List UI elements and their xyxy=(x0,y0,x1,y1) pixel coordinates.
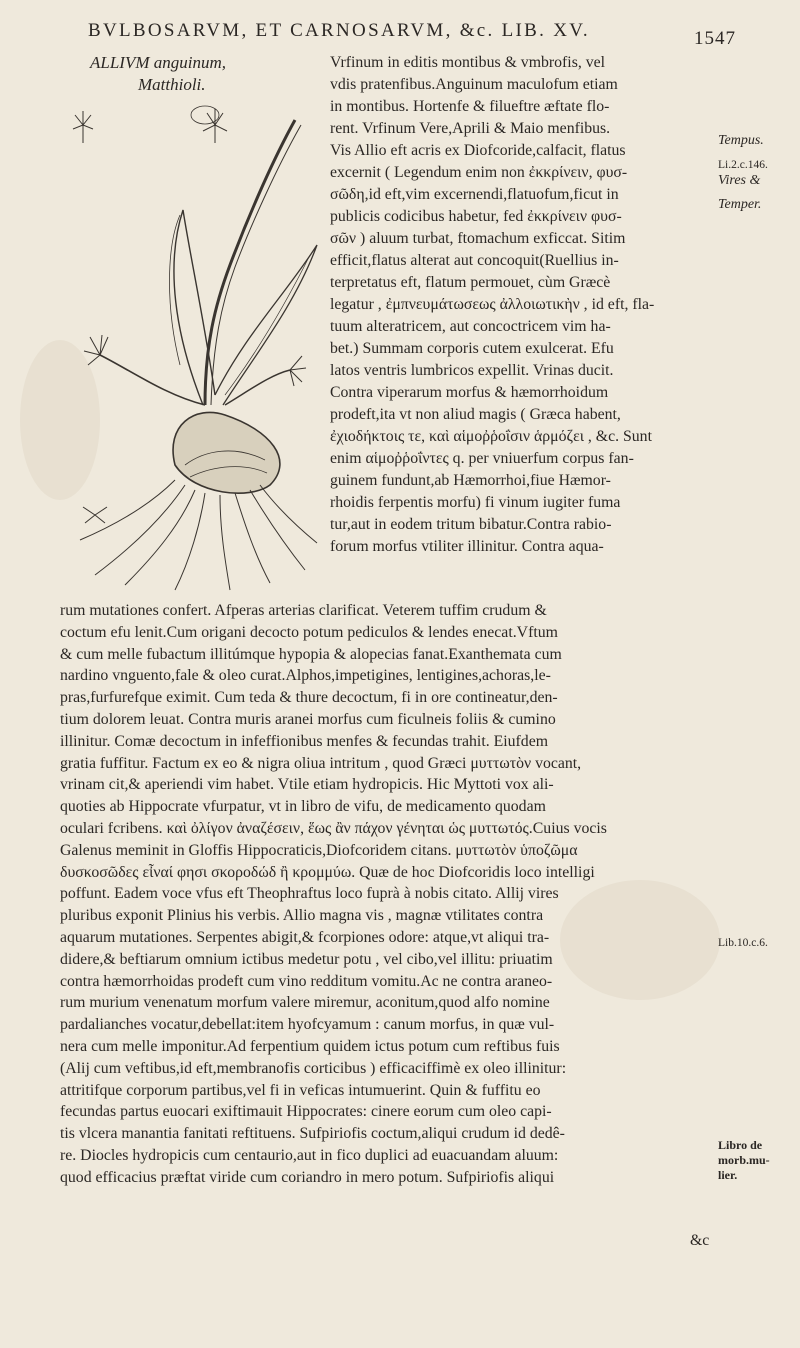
text-line: illinitur. Comæ decoctum in infeffionibus menfes & fecundas trahit. Eiufdem xyxy=(60,732,548,750)
caption-line: ALLIVM anguinum, xyxy=(90,53,226,72)
margin-note: Li.2.c.146. xyxy=(718,159,768,171)
text-line: re. Diocles hydropicis cum centaurio,aut in fico duplici ad euacuandam aluum: xyxy=(60,1146,559,1164)
text-line: vrinam cit,& aperiendi vim habet. Vtile etiam hydropicis. Hic Myttoti vox ali- xyxy=(60,776,554,794)
text-line: attritifque corporum partibus,vel fi in veficas intumuerint. Quin & fuffitu eo xyxy=(60,1081,541,1099)
text-line: efficit,flatus alterat aut concoquit(Ruellius in- xyxy=(330,252,619,269)
text-line: didere,& beftiarum omnium ictibus medetur potu , vel cibo,vel illitu: priuatim xyxy=(60,950,553,968)
text-line: quod efficacius præftat viride cum coriandro in mero potum. Sufpiriofis aliqui xyxy=(60,1168,555,1186)
text-line: tur,aut in eodem tritum bibatur.Contra rabio- xyxy=(330,516,612,533)
text-line: legatur , ἐμπνευμάτωσεως ἀλλοιωτικὴν , id eft, fla- xyxy=(330,296,655,313)
text-line: σῶν ) aluum turbat, ftomachum exficcat. Sitim xyxy=(330,230,626,247)
text-line: terpretatus eft, flatum permouet, cùm Græcè xyxy=(330,274,611,291)
text-line: rum mutationes confert. Afperas arterias clarificat. Veterem tuffim crudum & xyxy=(60,602,547,619)
margin-note: Lib.10.c.6. xyxy=(718,937,768,949)
margin-note: Temper. xyxy=(718,197,762,212)
margin-note: Vires & xyxy=(718,173,761,188)
text-line: vdis pratenfibus.Anguinum maculofum etiam xyxy=(330,76,618,93)
running-head: BVLBOSARVM, ET CARNOSARVM, &c. LIB. XV. xyxy=(88,20,590,41)
text-line: pardalianches vocatur,debellat:item hyofcyamum : canum morfus, in quæ vul- xyxy=(60,1016,555,1034)
margin-note: Tempus. xyxy=(718,133,764,148)
figure-caption xyxy=(90,52,330,96)
text-line: poffunt. Eadem voce vfus eft Theophraftus loco fuprà à nobis citato. Allij vires xyxy=(60,885,559,903)
text-line: publicis codicibus habetur, fed ἐκκρίνειν φυσ- xyxy=(330,208,622,225)
text-body-full-width xyxy=(60,600,715,1189)
text-line: tis vlcera manantia fanitati reftituens. Sufpiriofis coctum,aliqui crudum id dedê- xyxy=(60,1125,565,1143)
text-line: in montibus. Hortenfe & filueftre æftate flo- xyxy=(330,98,610,115)
text-line: latos ventris lumbricos expellit. Vrinas ducit. xyxy=(330,362,614,379)
caption-line: Matthioli. xyxy=(138,75,206,94)
page-number: 1547 xyxy=(694,28,736,49)
text-line: aquarum mutationes. Serpentes abigit,& fcorpiones odore: atque,vt aliqui tra- xyxy=(60,928,550,946)
text-line: prodeft,ita vt non aliud magis ( Græca habent, xyxy=(330,406,621,423)
text-line: Vis Allio eft acris ex Diofcoride,calfacit, flatus xyxy=(330,142,626,159)
text-line: quoties ab Hippocrate vfurpatur, vt in libro de vifu, de medicamento quodam xyxy=(60,798,546,816)
text-line: σῶδη,id eft,vim excernendi,flatuofum,ficut in xyxy=(330,186,619,203)
text-line: oculari fcribens. καὶ ὀλίγον ἀναζέσειν, ἕως ἂν πάχον γένηται ὡς μυττωτός.Cuius vocis xyxy=(60,819,607,837)
text-line: Vrfinum in editis montibus & vmbrofis, vel xyxy=(330,54,606,71)
allium-plant-engraving xyxy=(55,105,335,595)
text-line: nardino vnguento,fale & oleo curat.Alphos,impetigines, lentigines,achoras,le- xyxy=(60,667,551,685)
text-line: tium dolorem leuat. Contra muris aranei morfus cum ficulneis foliis & cumino xyxy=(60,710,556,728)
margin-note: lier. xyxy=(718,1168,738,1182)
margin-note: Libro de xyxy=(718,1138,763,1152)
text-line: forum morfus vtiliter illinitur. Contra aqua- xyxy=(330,538,604,555)
text-line: contra hæmorrhoidas prodeft cum vino redditum vomitu.Ac ne contra araneo- xyxy=(60,972,553,990)
text-line: coctum efu lenit.Cum origani decocto potum pediculos & lendes enecat.Vftum xyxy=(60,623,558,641)
catchword: &c xyxy=(690,1232,710,1249)
text-line: bet.) Summam corporis cutem exulcerat. Efu xyxy=(330,340,614,357)
text-line: Contra viperarum morfus & hæmorrhoidum xyxy=(330,384,609,401)
text-column xyxy=(330,52,715,558)
text-line: rent. Vrfinum Vere,Aprili & Maio menfibus. xyxy=(330,120,611,137)
text-line: ἐχιοδήκτοις τε, καὶ αἱμοῤῥοΐσιν ἁρμόζει , &c. Sunt xyxy=(330,428,652,445)
text-line: tuum alteratricem, aut concoctricem vim ha- xyxy=(330,318,611,335)
text-line: (Alij cum veftibus,id eft,membranofis corticibus ) efficaciffimè ex oleo illinitur: xyxy=(60,1059,567,1077)
text-line: pluribus exponit Plinius his verbis. Allio magna vis , magnæ vtilitates contra xyxy=(60,907,544,925)
text-line: excernit ( Legendum enim non ἐκκρίνειν, φυσ- xyxy=(330,164,628,181)
text-line: & cum melle fubactum illitúmque hypopia & alopecias fanat.Exanthemata cum xyxy=(60,645,562,663)
text-line: δυσκοσῶδες εἶναί φησι σκοροδώδ ἢ κρομμύω. Quæ de hoc Diofcoridis loco intelligi xyxy=(60,863,595,881)
text-line: fecundas partus euocari exiftimauit Hippocrates: cinere eorum cum oleo capi- xyxy=(60,1103,552,1121)
text-line: guinem fundunt,ab Hæmorrhoi,fiue Hæmor- xyxy=(330,472,611,489)
text-line: Galenus meminit in Gloffis Hippocraticis,Diofcoridem citans. μυττωτὸν ὑποζῶμα xyxy=(60,841,578,859)
text-line: gratia fuffitur. Factum ex eo & nigra oliua intritum , quod Græci μυττωτὸν vocant, xyxy=(60,754,582,772)
text-line: enim αἱμοῤῥοΐντες q. per vniuerfum corpus fan- xyxy=(330,450,634,467)
margin-note: morb.mu- xyxy=(718,1153,770,1167)
text-line: rum murium venenatum morfum valere miremur, aconitum,quod alfo nomine xyxy=(60,994,550,1012)
text-line: nera cum melle imponitur.Ad ferpentium quidem ictus potum cum reftibus fuis xyxy=(60,1037,560,1055)
text-line: pras,furfurefque eximit. Cum teda & thure decoctum, fi in ore contineatur,den- xyxy=(60,689,558,707)
text-line: rhoidis ferpentis morfu) fi vinum iugiter fuma xyxy=(330,494,621,511)
